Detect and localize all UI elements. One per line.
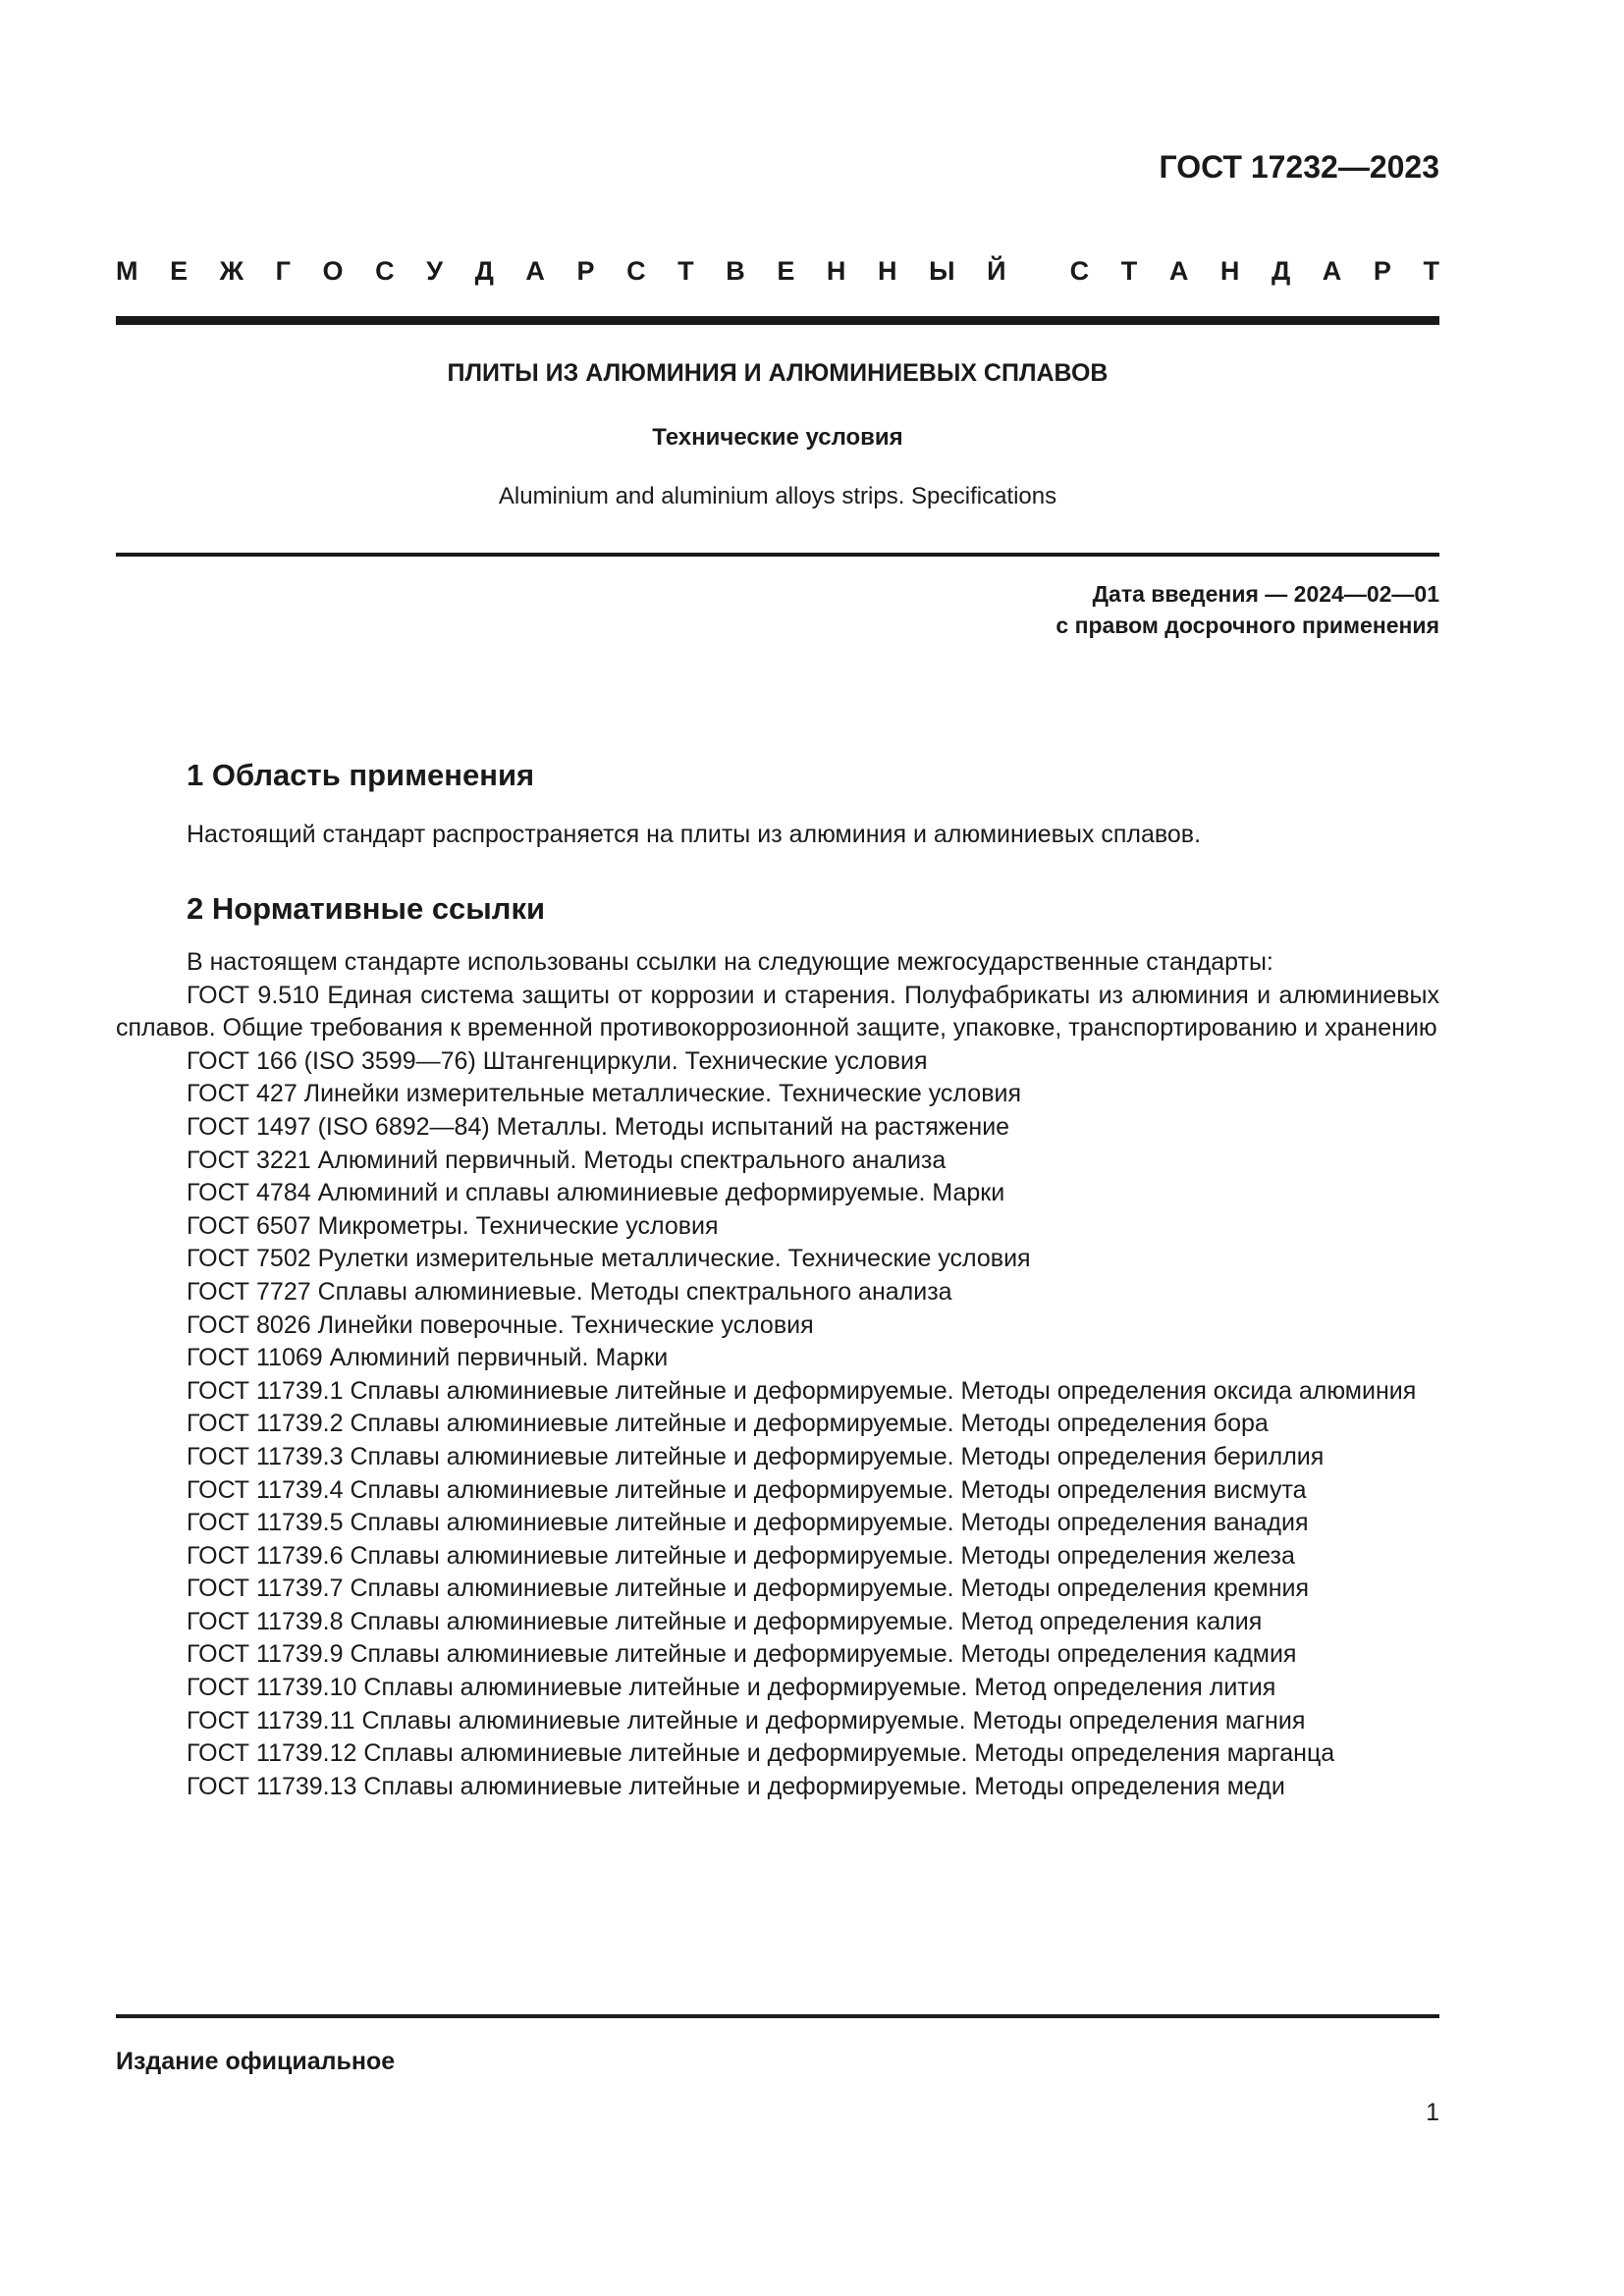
section-heading-references: 2 Нормативные ссылки (187, 891, 546, 926)
letter: Р (576, 255, 595, 286)
reference-item: ГОСТ 11739.13 Сплавы алюминиевые литейные и деформируемые. Методы определения меди (187, 1772, 1285, 1800)
reference-item: ГОСТ 11739.1 Сплавы алюминиевые литейные и деформируемые. Методы определения оксида алюминия (187, 1376, 1417, 1405)
reference-item: ГОСТ 11739.10 Сплавы алюминиевые литейные и деформируемые. Метод определения лития (187, 1674, 1276, 1702)
reference-item: ГОСТ 11739.9 Сплавы алюминиевые литейные и деформируемые. Методы определения кадмия (187, 1640, 1297, 1669)
page-number: 1 (1426, 2099, 1439, 2126)
header-rule (116, 316, 1439, 325)
reference-item: ГОСТ 11739.12 Сплавы алюминиевые литейные и деформируемые. Методы определения марганца (187, 1739, 1335, 1768)
letter: С (626, 255, 646, 286)
letter: Й (987, 255, 1006, 286)
reference-item: ГОСТ 1497 (ISO 6892—84) Металлы. Методы испытаний на растяжение (187, 1112, 1010, 1141)
references-list (116, 946, 1439, 1803)
reference-item: ГОСТ 166 (ISO 3599—76) Штангенциркули. Технические условия (187, 1046, 928, 1075)
official-edition-label: Издание официальное (116, 2048, 396, 2075)
letter: С (1069, 255, 1090, 286)
reference-item: ГОСТ 11739.5 Сплавы алюминиевые литейные и деформируемые. Методы определения ванадия (187, 1509, 1309, 1537)
reference-item: ГОСТ 3221 Алюминий первичный. Методы спектрального анализа (187, 1146, 947, 1174)
english-title: Aluminium and aluminium alloys strips. Specifications (498, 483, 1057, 509)
footer-rule (116, 2014, 1439, 2018)
document-title: ПЛИТЫ ИЗ АЛЮМИНИЯ И АЛЮМИНИЕВЫХ СПЛАВОВ (447, 359, 1109, 387)
letter: Н (826, 255, 846, 286)
document-code: ГОСТ 17232—2023 (1159, 149, 1439, 185)
reference-item: ГОСТ 11739.11 Сплавы алюминиевые литейные и деформируемые. Методы определения магния (187, 1706, 1306, 1735)
letter: Ж (219, 255, 244, 286)
letter: Н (878, 255, 897, 286)
reference-item: ГОСТ 11739.8 Сплавы алюминиевые литейные и деформируемые. Метод определения калия (187, 1607, 1263, 1635)
letter: Е (777, 255, 795, 286)
letter: Т (1423, 255, 1439, 286)
early-application-note: с правом досрочного применения (1056, 613, 1439, 638)
reference-item: ГОСТ 11739.2 Сплавы алюминиевые литейные и деформируемые. Методы определения бора (187, 1410, 1269, 1438)
document-subtitle: Технические условия (652, 424, 903, 451)
standard-kind-heading (116, 251, 1439, 291)
letter: У (426, 255, 444, 286)
letter: Д (1271, 255, 1291, 286)
reference-item: ГОСТ 11739.4 Сплавы алюминиевые литейные и деформируемые. Методы определения висмута (187, 1475, 1307, 1504)
letter: М (116, 255, 138, 286)
letter: Н (1219, 255, 1240, 286)
letter: Г (275, 255, 291, 286)
letter: Т (677, 255, 694, 286)
reference-item: ГОСТ 427 Линейки измерительные металлические. Технические условия (187, 1080, 1021, 1108)
references-intro: В настоящем стандарте использованы ссылки на следующие межгосударственные стандарты: (187, 948, 1273, 976)
letter: Д (474, 255, 494, 286)
reference-item: ГОСТ 11739.7 Сплавы алюминиевые литейные и деформируемые. Методы определения кремния (187, 1575, 1310, 1603)
reference-item: ГОСТ 8026 Линейки поверочные. Технические условия (187, 1310, 814, 1339)
letter: А (1168, 255, 1189, 286)
title-rule (116, 553, 1439, 557)
reference-item: ГОСТ 4784 Алюминий и сплавы алюминиевые деформируемые. Марки (187, 1179, 1005, 1207)
letter: А (1322, 255, 1342, 286)
scope-text: Настоящий стандарт распространяется на плиты из алюминия и алюминиевых сплавов. (187, 821, 1202, 848)
introduction-date: Дата введения — 2024—02—01 (1092, 581, 1439, 607)
letter: О (322, 255, 344, 286)
letter: Ы (929, 255, 955, 286)
reference-item: ГОСТ 9.510 Единая система защиты от коррозии и старения. Полуфабрикаты из алюминия и алюминиевых сплавов. Общие требования к временной противокоррозионной защите, упаковке, транспортированию и хранению (116, 981, 1439, 1042)
section-heading-scope: 1 Область применения (187, 758, 535, 792)
reference-item: ГОСТ 6507 Микрометры. Технические условия (187, 1211, 719, 1240)
reference-item: ГОСТ 11069 Алюминий первичный. Марки (187, 1344, 669, 1372)
reference-item: ГОСТ 7502 Рулетки измерительные металлические. Технические условия (187, 1245, 1031, 1273)
letter: Е (170, 255, 189, 286)
letter: А (525, 255, 545, 286)
letter: Р (1373, 255, 1391, 286)
reference-item: ГОСТ 11739.3 Сплавы алюминиевые литейные и деформируемые. Методы определения бериллия (187, 1442, 1325, 1470)
letter: С (375, 255, 395, 286)
letter: Т (1120, 255, 1138, 286)
reference-item: ГОСТ 7727 Сплавы алюминиевые. Методы спектрального анализа (187, 1277, 952, 1306)
letter: В (726, 255, 745, 286)
reference-item: ГОСТ 11739.6 Сплавы алюминиевые литейные и деформируемые. Методы определения железа (187, 1541, 1295, 1570)
